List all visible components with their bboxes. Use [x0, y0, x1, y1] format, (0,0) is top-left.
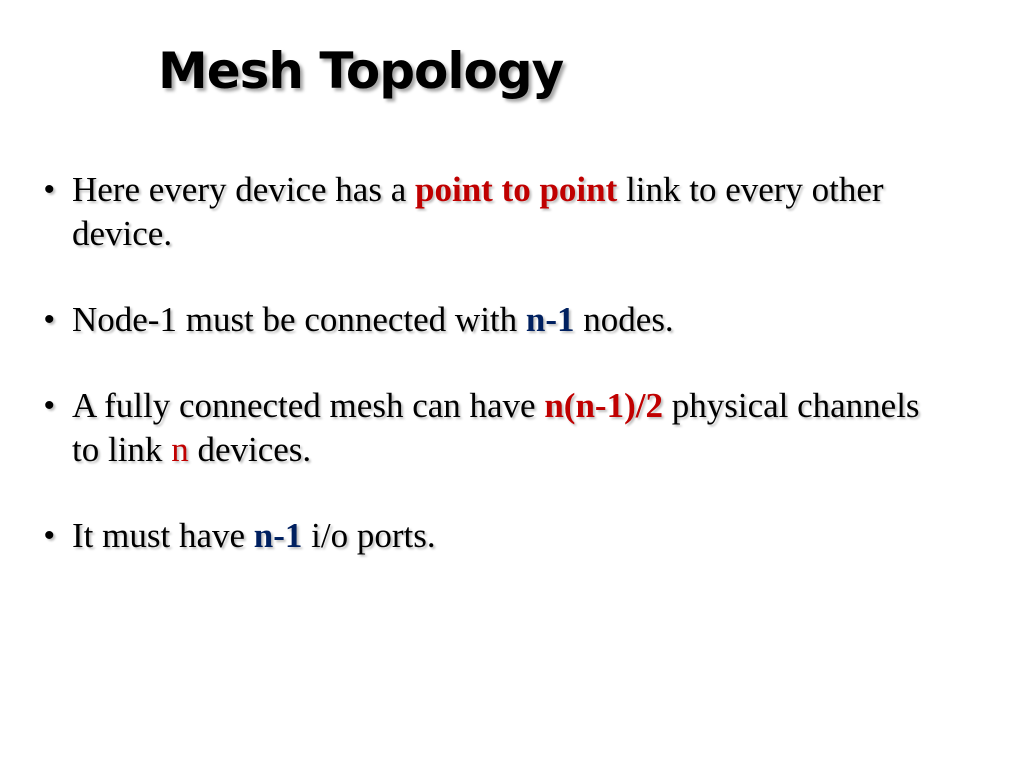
- bullet-dot: •: [44, 303, 55, 336]
- bullet-dot: •: [44, 389, 55, 422]
- bullet-point-to-point: [44, 168, 924, 256]
- bullet-text: A fully connected mesh can have: [72, 386, 545, 425]
- bullet-io-ports: [44, 514, 924, 558]
- bullet-text: i/o ports.: [302, 516, 436, 555]
- bullet-physical-channels: [44, 384, 924, 472]
- bullet-node-connections: [44, 298, 924, 342]
- bullet-dot: •: [44, 519, 55, 552]
- bullet-text: Node-1 must be connected with: [72, 300, 526, 339]
- bullet-text: link to every other device.: [72, 170, 884, 253]
- bullet-dot: •: [44, 173, 55, 206]
- bullet-text: It must have: [72, 516, 254, 555]
- highlight-n: n: [171, 430, 189, 469]
- highlight-point-to-point: point to point: [415, 170, 618, 209]
- highlight-n-minus-1: n-1: [253, 516, 303, 555]
- bullet-text: devices.: [188, 430, 312, 469]
- bullet-text: physical channels to link: [72, 386, 920, 469]
- highlight-n-minus-1: n-1: [525, 300, 575, 339]
- bullet-list: [44, 168, 924, 600]
- bullet-text: Here every device has a: [72, 170, 415, 209]
- bullet-text: nodes.: [574, 300, 674, 339]
- highlight-channel-formula: n(n-1)/2: [544, 386, 663, 425]
- slide-title: Mesh Topology: [158, 42, 564, 100]
